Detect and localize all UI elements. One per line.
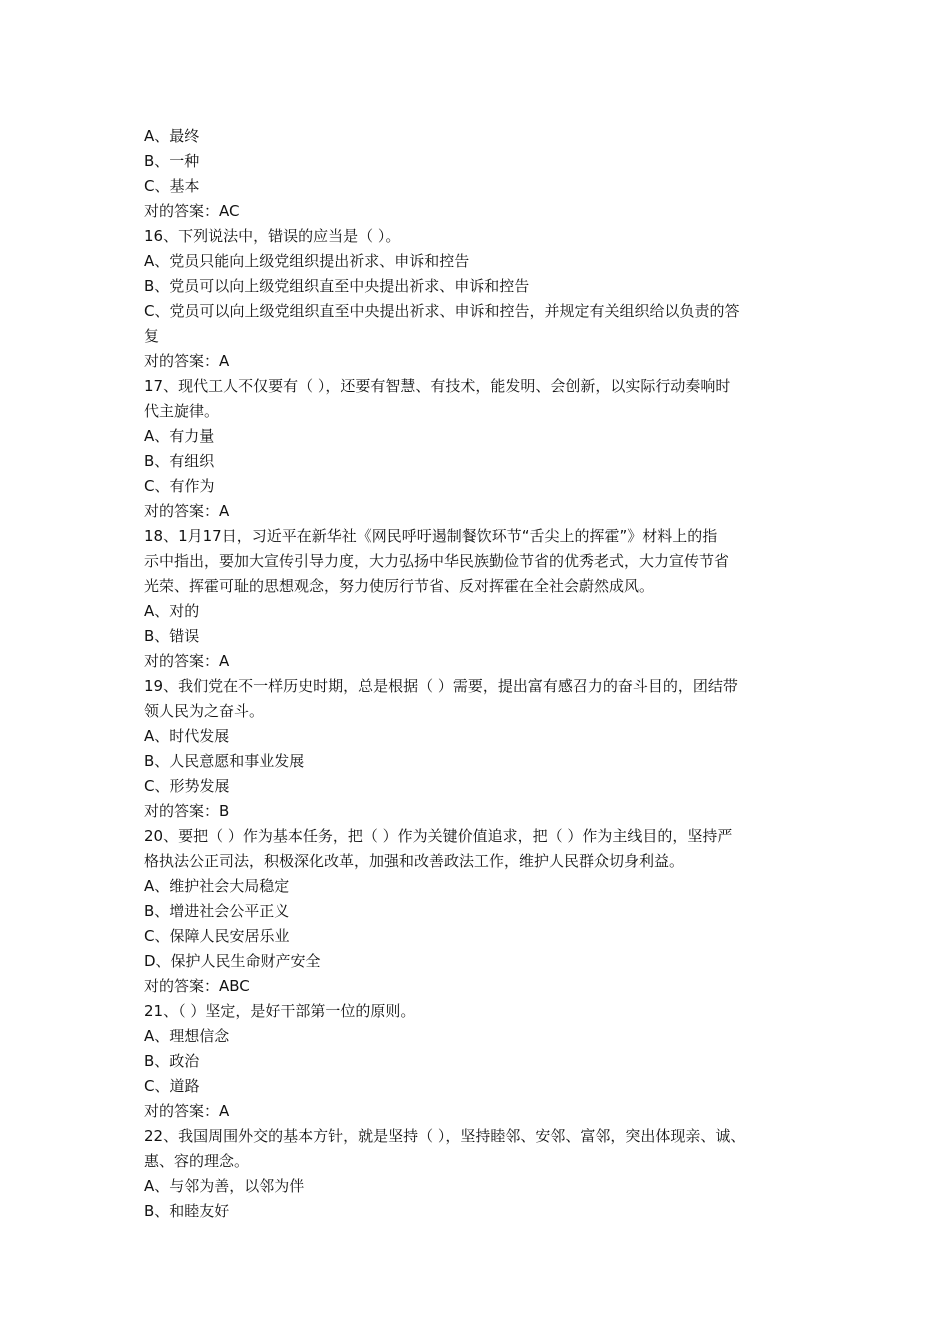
option-line: A、最终 (144, 127, 200, 145)
answer-line: 对的答案：ABC (144, 977, 250, 995)
question-line-continued: 示中指出，要加大宣传引导力度，大力弘扬中华民族勤俭节省的优秀老式，大力宣传节省 (144, 552, 730, 570)
question-line-continued: 惠、容的理念。 (144, 1152, 250, 1170)
question-line: 16、下列说法中，错误的应当是（ ）。 (144, 227, 401, 245)
answer-line: 对的答案：A (144, 1102, 230, 1120)
option-line-continued: 复 (144, 327, 160, 345)
option-line: B、一种 (144, 152, 200, 170)
question-line: 21、（ ）坚定，是好干部第一位的原则。 (144, 1002, 416, 1020)
option-line: C、形势发展 (144, 777, 230, 795)
option-line: B、政治 (144, 1052, 200, 1070)
answer-line: 对的答案：AC (144, 202, 240, 220)
question-line-continued: 领人民为之奋斗。 (144, 702, 265, 720)
question-line-continued: 光荣、挥霍可耻的思想观念，努力使厉行节省、反对挥霍在全社会蔚然成风。 (144, 577, 655, 595)
option-line: C、保障人民安居乐业 (144, 927, 290, 945)
option-line: C、党员可以向上级党组织直至中央提出祈求、申诉和控告，并规定有关组织给以负责的答 (144, 302, 740, 320)
question-line-continued: 代主旋律。 (144, 402, 220, 420)
option-line: A、理想信念 (144, 1027, 230, 1045)
option-line: D、保护人民生命财产安全 (144, 952, 321, 970)
option-line: A、有力量 (144, 427, 215, 445)
question-line: 20、要把（ ）作为基本任务，把（ ）作为关键价值追求，把（ ）作为主线目的，坚持严 (144, 827, 733, 845)
option-line: A、时代发展 (144, 727, 230, 745)
question-line: 22、我国周围外交的基本方针，就是坚持（ ），坚持睦邻、安邻、富邻，突出体现亲、诚、 (144, 1127, 746, 1145)
option-line: A、党员只能向上级党组织提出祈求、申诉和控告 (144, 252, 470, 270)
document-page (144, 124, 824, 1224)
question-line-continued: 格执法公正司法，积极深化改革，加强和改善政法工作，维护人民群众切身利益。 (144, 852, 685, 870)
question-line: 17、现代工人不仅要有（ ），还要有智慧、有技术，能发明、会创新，以实际行动奏响时 (144, 377, 731, 395)
question-line: 19、我们党在不一样历史时期，总是根据（ ）需要，提出富有感召力的奋斗目的，团结带 (144, 677, 738, 695)
option-line: C、有作为 (144, 477, 215, 495)
option-line: C、基本 (144, 177, 200, 195)
option-line: A、维护社会大局稳定 (144, 877, 290, 895)
option-line: A、对的 (144, 602, 200, 620)
option-line: B、党员可以向上级党组织直至中央提出祈求、申诉和控告 (144, 277, 530, 295)
option-line: B、增进社会公平正义 (144, 902, 290, 920)
option-line: C、道路 (144, 1077, 200, 1095)
answer-line: 对的答案：B (144, 802, 230, 820)
option-line: A、与邻为善，以邻为伴 (144, 1177, 305, 1195)
question-line: 18、1月17日，习近平在新华社《网民呼吁遏制餐饮环节“舌尖上的挥霍”》材料上的指 (144, 527, 718, 545)
option-line: B、有组织 (144, 452, 215, 470)
answer-line: 对的答案：A (144, 502, 230, 520)
answer-line: 对的答案：A (144, 652, 230, 670)
option-line: B、人民意愿和事业发展 (144, 752, 305, 770)
option-line: B、错误 (144, 627, 200, 645)
answer-line: 对的答案：A (144, 352, 230, 370)
option-line: B、和睦友好 (144, 1202, 230, 1220)
